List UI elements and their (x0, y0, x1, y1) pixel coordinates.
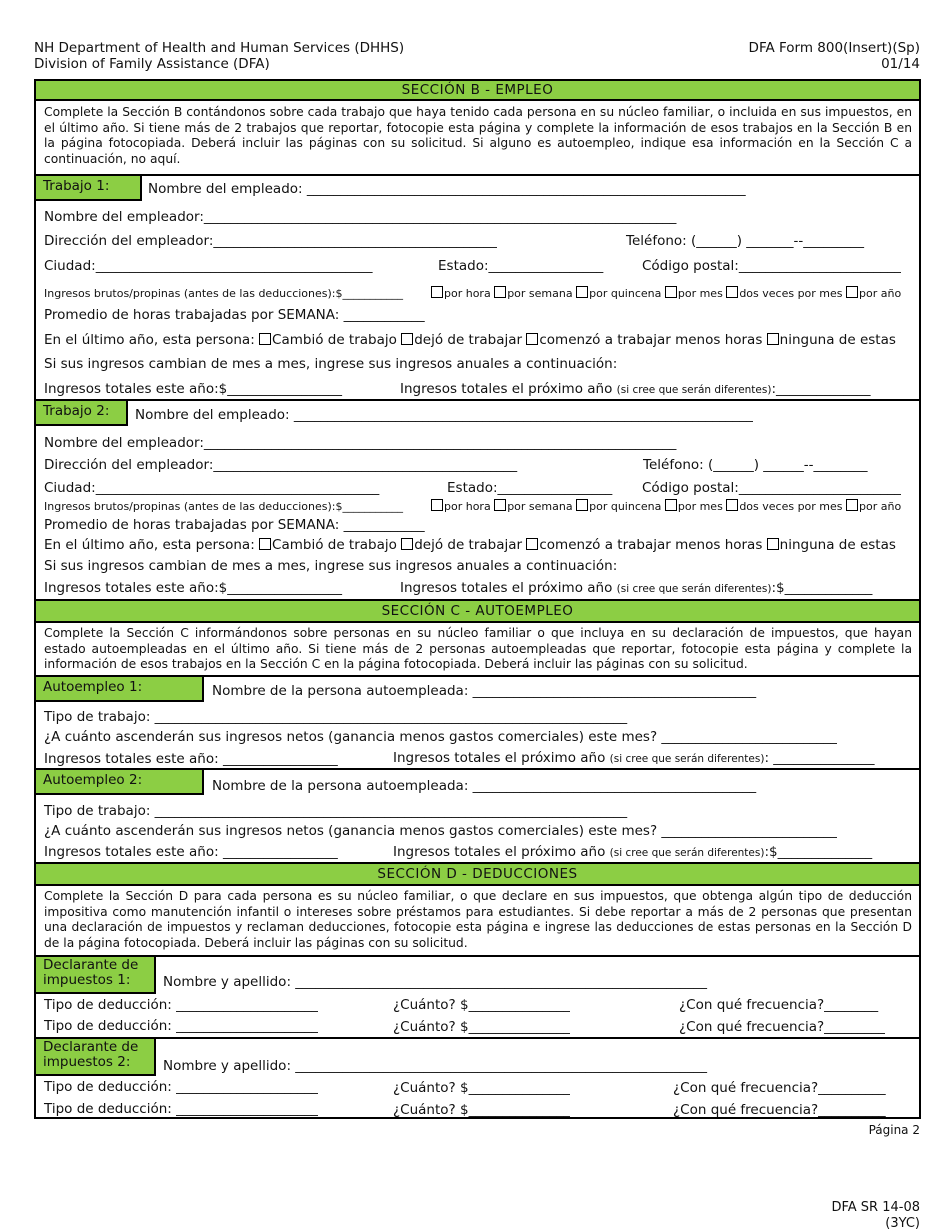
filer-tag-line: Declarante de (43, 957, 139, 973)
checkbox[interactable] (846, 499, 858, 511)
checkbox[interactable] (526, 333, 538, 345)
se-1-net-income-field[interactable]: ¿A cuánto ascenderán sus ingresos netos (ganancia menos gastos comerciales) este mes? __________________________ (44, 729, 837, 745)
checkbox[interactable] (767, 538, 779, 550)
freq-label: por mes (677, 287, 723, 300)
checkbox[interactable] (576, 499, 588, 511)
checkbox[interactable] (401, 333, 413, 345)
form-number: DFA Form 800(Insert)(Sp) (748, 40, 920, 56)
agency-header (34, 40, 404, 72)
job-2-employer-field[interactable]: Nombre del empleador:______________________________________________________________________ (44, 435, 677, 451)
se-2-name-field[interactable]: Nombre de la persona autoempleada: __________________________________________ (212, 778, 757, 794)
change-label: ninguna de estas (779, 537, 896, 553)
total-next-blank: : _______________ (764, 750, 875, 766)
total-next-note: (si cree que serán diferentes) (616, 384, 772, 396)
filer-2-deduction-type-1[interactable]: Tipo de deducción: _____________________ (44, 1079, 318, 1095)
form-code-footer (831, 1200, 920, 1232)
filer-tag-line: impuestos 2: (43, 1054, 131, 1070)
total-next-blank: :$_____________ (771, 580, 873, 596)
freq-label: por semana (507, 287, 573, 300)
job-1-gross-field[interactable]: Ingresos brutos/propinas (antes de las deducciones):$___________ (44, 287, 403, 300)
job-2-phone-field[interactable]: Teléfono: (______) ______--________ (643, 457, 868, 473)
job-2-employee-field[interactable]: Nombre del empleado: ____________________________________________________________________ (135, 407, 753, 423)
se-1-name-field[interactable]: Nombre de la persona autoempleada: __________________________________________ (212, 683, 757, 699)
job-1-tag: Trabajo 1: (36, 176, 142, 201)
checkbox[interactable] (665, 499, 677, 511)
checkbox[interactable] (767, 333, 779, 345)
job-2-tag: Trabajo 2: (36, 401, 128, 426)
change-label: Cambió de trabajo (272, 537, 397, 553)
filer-2-deduction-type-2[interactable]: Tipo de deducción: _____________________ (44, 1101, 318, 1117)
se-2-total-next-year[interactable] (393, 844, 872, 862)
checkbox[interactable] (726, 499, 738, 511)
divider (36, 399, 919, 401)
filer-1-tag (36, 957, 156, 994)
checkbox[interactable] (665, 286, 677, 298)
freq-label: por hora (444, 500, 491, 513)
checkbox[interactable] (431, 499, 443, 511)
job-2-address-field[interactable]: Dirección del empleador:_____________________________________________ (44, 457, 518, 473)
job-1-monthly-note: Si sus ingresos cambian de mes a mes, ingrese sus ingresos anuales a continuación: (44, 356, 618, 372)
lastyear-label: En el último año, esta persona: (44, 332, 255, 348)
filer-1-frequency-2[interactable]: ¿Con qué frecuencia?_________ (679, 1019, 885, 1035)
filer-tag-line: impuestos 1: (43, 972, 131, 988)
job-2-zip-field[interactable]: Código postal:________________________ (642, 480, 901, 496)
freq-label: por semana (507, 500, 573, 513)
checkbox[interactable] (431, 286, 443, 298)
freq-label: por año (859, 287, 902, 300)
change-label: comenzó a trabajar menos horas (539, 537, 763, 553)
job-1-address-field[interactable]: Dirección del empleador:__________________________________________ (44, 233, 497, 249)
job-2-gross-field[interactable]: Ingresos brutos/propinas (antes de las deducciones):$___________ (44, 500, 403, 513)
job-1-total-next-year[interactable] (400, 381, 871, 399)
freq-label: por quincena (589, 287, 662, 300)
checkbox[interactable] (259, 538, 271, 550)
filer-1-deduction-type-1[interactable]: Tipo de deducción: _____________________ (44, 997, 318, 1013)
form-frame (34, 79, 921, 1119)
job-2-frequency-options (431, 498, 901, 515)
total-next-blank: :$______________ (764, 844, 873, 860)
agency-name: NH Department of Health and Human Services (DHHS) (34, 40, 405, 56)
section-b-title: SECCIÓN B - EMPLEO (36, 81, 919, 101)
filer-tag-line: Declarante de (43, 1039, 139, 1055)
job-2-monthly-note: Si sus ingresos cambian de mes a mes, ingrese sus ingresos anuales a continuación: (44, 558, 618, 574)
filer-2-frequency-1[interactable]: ¿Con qué frecuencia?__________ (673, 1080, 886, 1096)
filer-2-tag (36, 1039, 156, 1076)
freq-label: por quincena (589, 500, 662, 513)
total-next-note: (si cree que serán diferentes) (616, 583, 772, 595)
divider (36, 1037, 919, 1039)
section-c-title: SECCIÓN C - AUTOEMPLEO (36, 599, 919, 623)
checkbox[interactable] (846, 286, 858, 298)
job-1-employer-field[interactable]: Nombre del empleador:______________________________________________________________________ (44, 209, 677, 225)
job-1-state-field[interactable]: Estado:_________________ (438, 258, 604, 274)
change-label: dejó de trabajar (414, 537, 523, 553)
change-label: dejó de trabajar (414, 332, 523, 348)
change-label: Cambió de trabajo (272, 332, 397, 348)
section-c-intro: Complete la Sección C informándonos sobre personas en su núcleo familiar o que incluya en su declaración de impuestos, que hayan estado autoempleadas en el último año. Si tiene más de 2 personas autoempleadas que reportar, fotocopie esta página y complete la información de esos trabajos en la Sección C en la página fotocopiada. Deberá incluir las páginas con su solicitud. (44, 626, 912, 672)
change-label: comenzó a trabajar menos horas (539, 332, 763, 348)
checkbox[interactable] (494, 286, 506, 298)
form-id-header (749, 40, 920, 72)
total-next-note: (si cree que serán diferentes) (609, 847, 765, 859)
filer-2-name-field[interactable]: Nombre y apellido: _____________________________________________________________ (163, 1058, 708, 1074)
filer-2-amount-2[interactable]: ¿Cuánto? $_______________ (393, 1102, 570, 1118)
checkbox[interactable] (259, 333, 271, 345)
se-1-total-next-year[interactable] (393, 750, 875, 768)
job-1-frequency-options (431, 285, 901, 302)
job-2-hours-field[interactable]: Promedio de horas trabajadas por SEMANA: ____________ (44, 517, 425, 533)
checkbox[interactable] (494, 499, 506, 511)
section-d-title: SECCIÓN D - DEDUCCIONES (36, 862, 919, 886)
checkbox[interactable] (726, 286, 738, 298)
total-next-label: Ingresos totales el próximo año (393, 844, 606, 860)
filer-1-amount-2[interactable]: ¿Cuánto? $_______________ (393, 1019, 570, 1035)
checkbox[interactable] (576, 286, 588, 298)
job-2-city-field[interactable]: Ciudad:__________________________________________ (44, 480, 380, 496)
form-code-suffix: (3YC) (885, 1216, 920, 1231)
divider (36, 174, 919, 176)
job-1-employee-field[interactable]: Nombre del empleado: _________________________________________________________________ (148, 181, 746, 197)
change-label: ninguna de estas (779, 332, 896, 348)
filer-1-deduction-type-2[interactable]: Tipo de deducción: _____________________ (44, 1018, 318, 1034)
filer-2-amount-1[interactable]: ¿Cuánto? $_______________ (393, 1080, 570, 1096)
freq-label: por año (859, 500, 902, 513)
self-employment-1-tag: Autoempleo 1: (36, 677, 204, 702)
job-1-total-this-year[interactable]: Ingresos totales este año:$_________________ (44, 381, 342, 397)
freq-label: dos veces por mes (739, 500, 843, 513)
job-2-total-this-year[interactable]: Ingresos totales este año:$_________________ (44, 580, 342, 596)
total-next-note: (si cree que serán diferentes) (609, 753, 765, 765)
job-1-hours-field[interactable]: Promedio de horas trabajadas por SEMANA: ____________ (44, 307, 425, 323)
division-name: Division of Family Assistance (DFA) (34, 56, 270, 72)
filer-1-name-field[interactable]: Nombre y apellido: _____________________________________________________________ (163, 974, 708, 990)
se-1-work-type-field[interactable]: Tipo de trabajo: ______________________________________________________________________ (44, 709, 628, 725)
section-b-intro: Complete la Sección B contándonos sobre cada trabajo que haya tenido cada persona en su núcleo familiar, o incluida en sus impuestos, en el último año. Si tiene más de 2 trabajos que reportar, fotocopie esta página y complete la información de esos trabajos en la Sección B en la página fotocopiada. Deberá incluir las páginas con su solicitud. Si alguno es autoempleo, indique esa información en la Sección C a continuación, no aquí. (44, 105, 912, 166)
job-1-city-field[interactable]: Ciudad:_________________________________________ (44, 258, 373, 274)
total-next-label: Ingresos totales el próximo año (400, 381, 613, 397)
freq-label: dos veces por mes (739, 287, 843, 300)
se-1-total-this-year[interactable]: Ingresos totales este año: _________________ (44, 751, 338, 767)
section-d-intro: Complete la Sección D para cada persona es su núcleo familiar, o que declare en sus impuestos, que obtenga algún tipo de deducción impositiva como manutención infantil o intereses sobre préstamos para estudiantes. Si debe reportar a más de 2 personas que presentan una declaración de impuestos y reclaman deducciones, fotocopie esta página e ingrese las deducciones de estas personas en la Sección D de la página fotocopiada. Deberá incluir las páginas con su solicitud. (44, 889, 912, 950)
page-number: Página 2 (868, 1123, 920, 1137)
job-1-zip-field[interactable]: Código postal:________________________ (642, 258, 901, 274)
job-2-total-next-year[interactable] (400, 580, 872, 598)
job-2-lastyear-options (44, 537, 896, 554)
se-2-total-this-year[interactable]: Ingresos totales este año: _________________ (44, 844, 338, 860)
job-1-phone-field[interactable]: Teléfono: (______) _______--_________ (626, 233, 865, 249)
form-code: DFA SR 14-08 (831, 1200, 920, 1215)
freq-label: por mes (677, 500, 723, 513)
freq-label: por hora (444, 287, 491, 300)
lastyear-label: En el último año, esta persona: (44, 537, 255, 553)
divider (36, 955, 919, 957)
se-2-work-type-field[interactable]: Tipo de trabajo: ______________________________________________________________________ (44, 803, 628, 819)
total-next-label: Ingresos totales el próximo año (393, 750, 606, 766)
self-employment-2-tag: Autoempleo 2: (36, 770, 204, 795)
job-1-lastyear-options (44, 332, 896, 349)
checkbox[interactable] (401, 538, 413, 550)
filer-2-frequency-2[interactable]: ¿Con qué frecuencia?__________ (673, 1102, 886, 1118)
job-2-state-field[interactable]: Estado:_________________ (447, 480, 613, 496)
filer-1-amount-1[interactable]: ¿Cuánto? $_______________ (393, 997, 570, 1013)
total-next-label: Ingresos totales el próximo año (400, 580, 613, 596)
se-2-net-income-field[interactable]: ¿A cuánto ascenderán sus ingresos netos (ganancia menos gastos comerciales) este mes? __________________________ (44, 823, 837, 839)
filer-1-frequency-1[interactable]: ¿Con qué frecuencia?________ (679, 997, 879, 1013)
form-date: 01/14 (881, 56, 920, 72)
total-next-blank: :______________ (771, 381, 871, 397)
checkbox[interactable] (526, 538, 538, 550)
